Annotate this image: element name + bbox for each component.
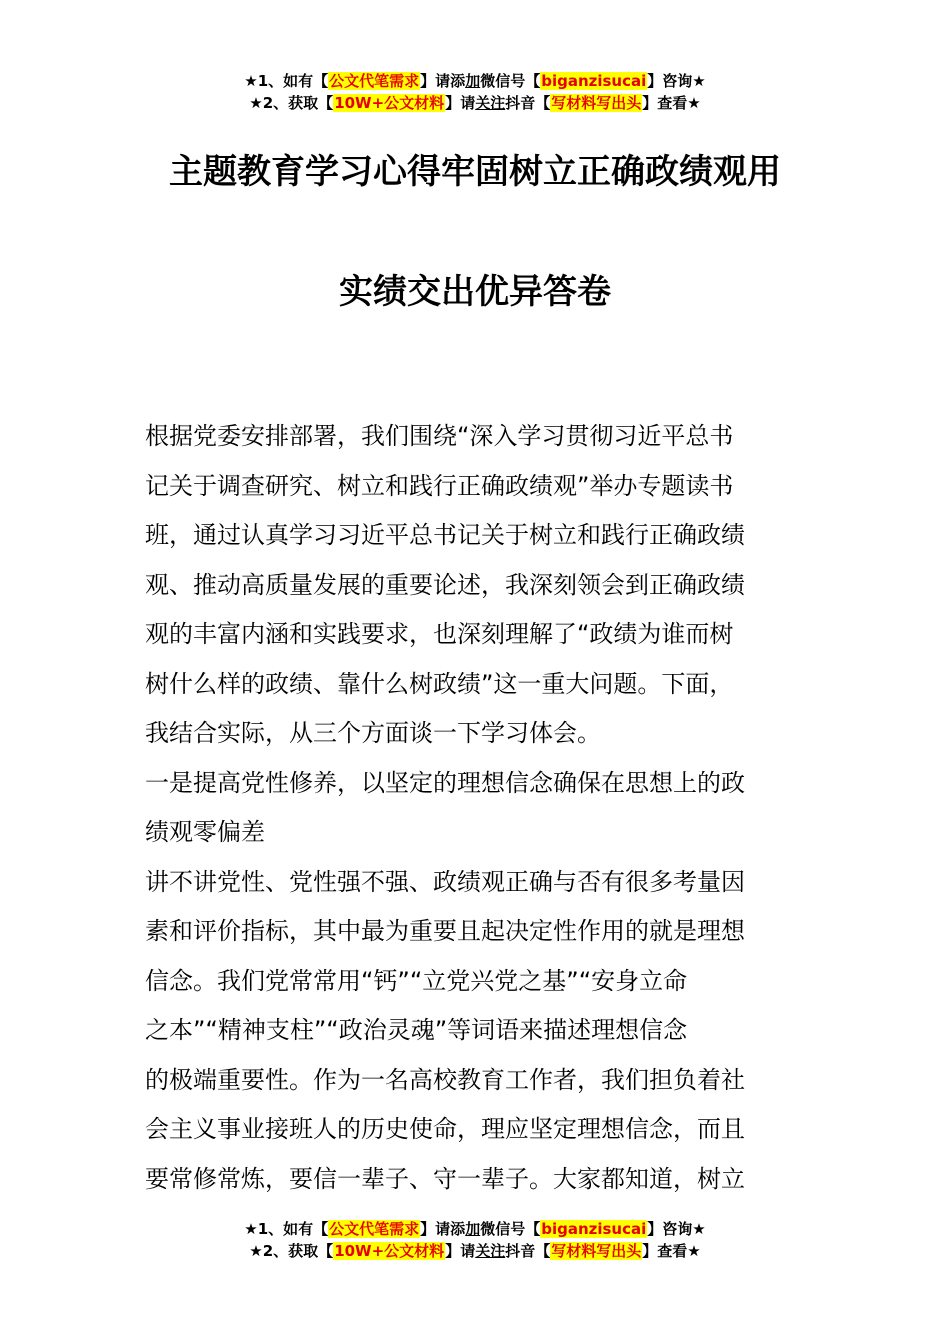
section-heading-line: 绩观零偏差 [145,818,265,846]
promo-text: 】请 [445,94,476,112]
promo-wechat-id: biganzisucai [541,72,647,90]
body-line: 根据党委安排部署，我们围绕“深入学习贯彻习近平总书 [145,422,734,450]
promo-douyin-id: 写材料写出头 [551,1242,642,1260]
body-line: 讲不讲党性、党性强不强、政绩观正确与否有很多考量因 [145,867,745,896]
promo-text: 】请添 [420,72,466,90]
document-title-line-2: 实绩交出优异答卷 [339,272,611,312]
body-line: 素和评价指标，其中最为重要且起决定性作用的就是理想 [145,917,745,945]
promo-text: ★2、获取【 [249,94,334,112]
promo-line-2 [0,92,950,114]
promo-highlight: 10W+公文材料 [334,1242,445,1260]
promo-underlined: 关注 [475,94,506,112]
promo-text: ★1、如有【 [244,1220,329,1238]
promo-highlight: 10W+公文材料 [334,94,445,112]
promo-text: 抖音【 [505,94,551,112]
body-line: 之本”“精神支柱”“政治灵魂”等词语来描述理想信念 [145,1016,688,1044]
promo-line-1 [0,1218,950,1240]
body-line: 记关于调查研究、树立和践行正确政绩观”举办专题读书 [145,471,734,500]
body-line: 观、推动高质量发展的重要论述，我深刻领会到正确政绩 [145,570,745,599]
document-title-line-1: 主题教育学习心得牢固树立正确政绩观用 [169,152,781,192]
promo-text: ★2、获取【 [249,1242,334,1260]
promo-text: 】查看★ [642,94,701,112]
body-line: 我结合实际，从三个方面谈一下学习体会。 [145,719,601,747]
promo-underlined: 加 [465,1220,481,1238]
body-line: 班，通过认真学习习近平总书记关于树立和践行正确政绩 [145,521,745,549]
document-body [145,412,810,1204]
promo-text: 】查看★ [642,1242,701,1260]
promo-text: 】请 [445,1242,476,1260]
footer-promo-banner [0,1218,950,1262]
promo-text: 抖音【 [505,1242,551,1260]
body-line: 信念。我们党常常用“钙”“立党兴党之基”“安身立命 [145,966,688,995]
body-line: 要常修常炼，要信一辈子、守一辈子。大家都知道，树立 [145,1164,745,1193]
promo-underlined: 加 [465,72,481,90]
body-line: 观的丰富内涵和实践要求，也深刻理解了“政绩为谁而树 [145,620,734,648]
body-line: 树什么样的政绩、靠什么树政绩”这一重大问题。下面， [145,669,734,698]
promo-highlight: 公文代笔需求 [329,72,420,90]
promo-douyin-id: 写材料写出头 [551,94,642,112]
promo-wechat-id: biganzisucai [541,1220,647,1238]
body-line: 会主义事业接班人的历史使命，理应坚定理想信念，而且 [145,1115,745,1143]
promo-line-2 [0,1240,950,1262]
body-line: 的极端重要性。作为一名高校教育工作者，我们担负着社 [145,1065,745,1094]
promo-highlight: 公文代笔需求 [329,1220,420,1238]
promo-text: 】咨询★ [647,72,706,90]
promo-text: 】请添 [420,1220,466,1238]
header-promo-banner [0,70,950,114]
promo-text: 微信号【 [480,72,541,90]
promo-text: 】咨询★ [647,1220,706,1238]
promo-underlined: 关注 [475,1242,506,1260]
promo-text: ★1、如有【 [244,72,329,90]
promo-text: 微信号【 [480,1220,541,1238]
section-heading-line: 一是提高党性修养，以坚定的理想信念确保在思想上的政 [145,768,745,797]
promo-line-1 [0,70,950,92]
